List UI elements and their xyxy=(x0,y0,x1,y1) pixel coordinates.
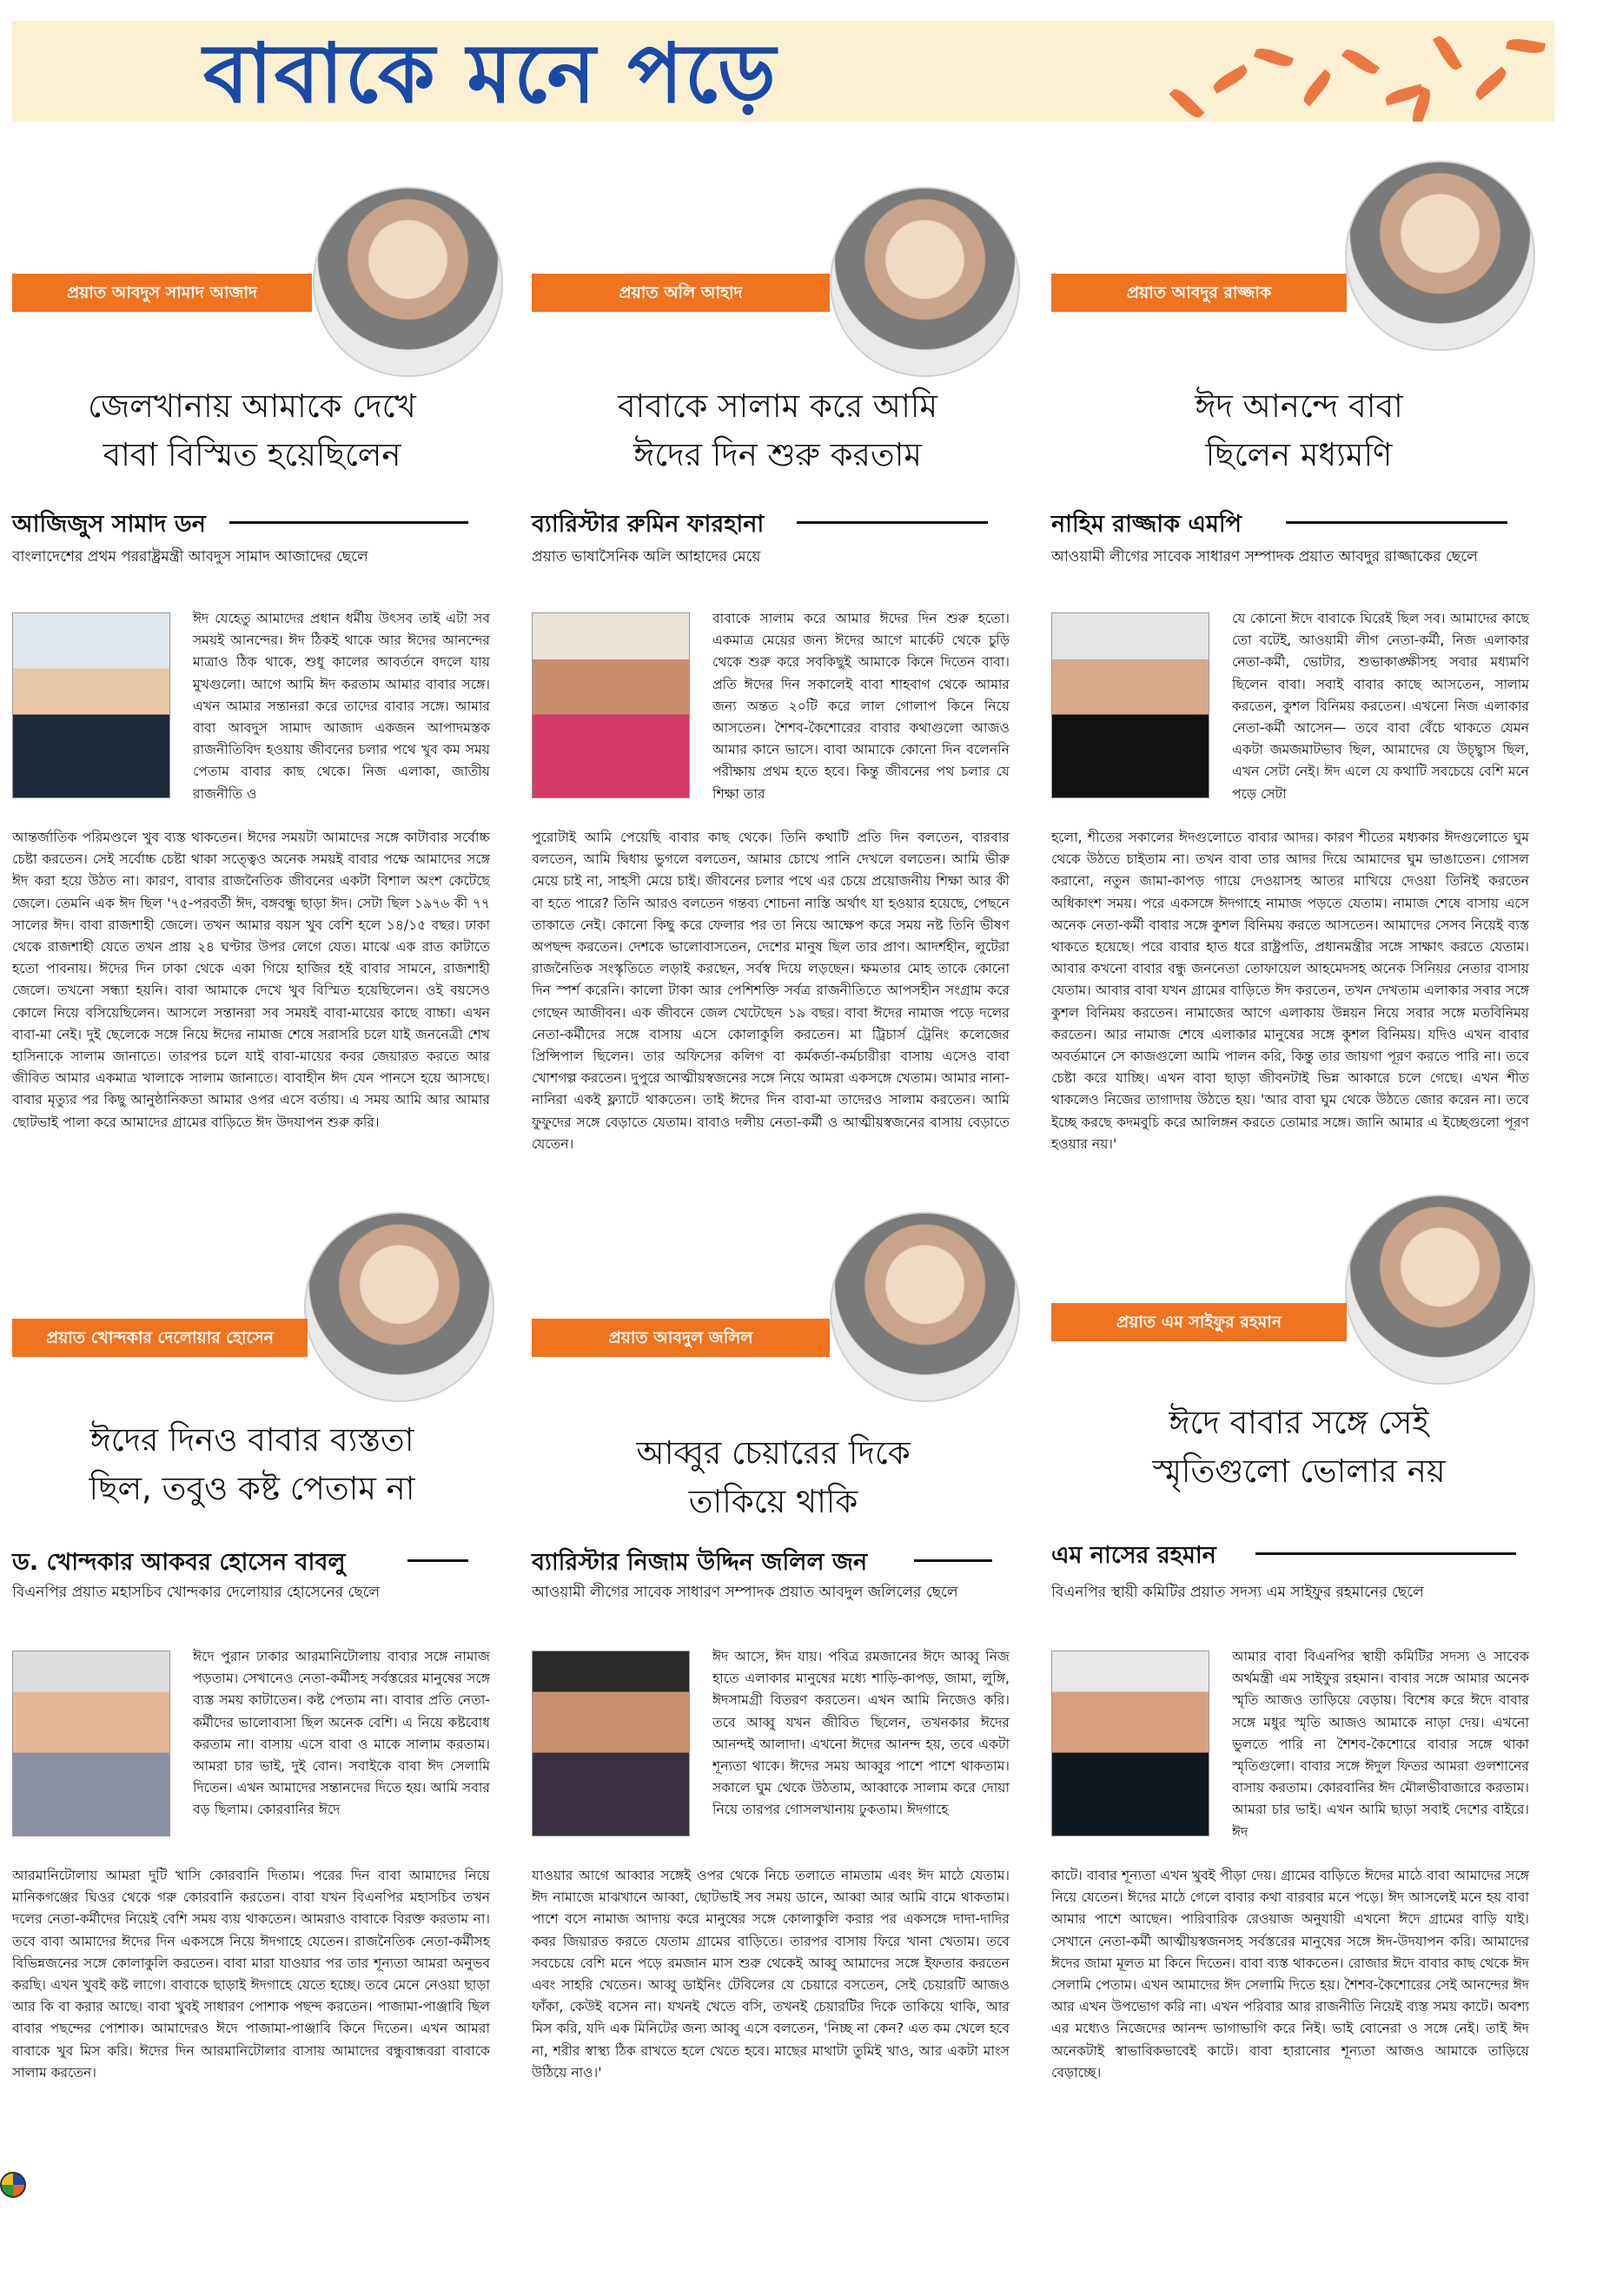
article-headline xyxy=(26,1416,478,1513)
ribbon-label: প্রয়াত আবদুস সামাদ আজাদ xyxy=(12,274,312,312)
author-row xyxy=(532,506,992,541)
ribbon-label: প্রয়াত খোন্দকার দেলোয়ার হোসেন xyxy=(12,1319,308,1357)
author-name: আজিজুস সামাদ ডন xyxy=(12,511,206,538)
author-name: ব্যারিস্টার নিজাম উদ্দিন জলিল জন xyxy=(532,1549,868,1576)
author-subtitle: বিএনপির প্রয়াত মহাসচিব খোন্দকার দেলোয়ার হোসেনের ছেলে xyxy=(12,1584,381,1601)
author-subtitle: বিএনপির স্থায়ী কমিটির প্রয়াত সদস্য এম সাইফুর রহমানের ছেলে xyxy=(1051,1584,1424,1601)
portrait-khondaker-delwar-hossain xyxy=(304,1212,494,1402)
author-name: নাহিম রাজ্জাক এমপি xyxy=(1051,511,1242,538)
article-text: আন্তর্জাতিক পরিমণ্ডলে খুব ব্যস্ত থাকতেন। ঈদের সময়টা আমাদের সঙ্গে কাটাবার সর্বোচ্চ চেষ্টা করতেন। সেই সর্বোচ্চ চেষ্টা থাকা সত্ত্বেও অনেক সময়ই বাবার পক্ষে আমাদের সঙ্গে ঈদ করা হয়ে উঠত না। কারণ, বাবার রাজনৈতিক জীবনের একটা বিশাল অংশ কেটেছে জেলে। তেমনি এক ঈদ ছিল '৭৫-পরবর্তী ঈদ, বঙ্গবন্ধু ছাড়া ঈদ। সেটা ছিল ১৯৭৬ কী ৭৭ সালের ঈদ। বাবা রাজশাহী জেলে। তখন আমার বয়স খুব বেশি হলে ১৪/১৫ বছর। ঢাকা থেকে রাজশাহী যেতে তখন প্রায় ২৪ ঘণ্টার উপর লেগে যেত। মাঝে এক রাত কাটাতে হতো পাবনায়। ঈদের দিন ঢাকা থেকে একা গিয়ে হাজির হই বাবার সামনে, রাজশাহী জেলে। তখনো সন্ধ্যা হয়নি। বাবা আমাকে দেখে খুব বিস্মিত হয়েছিলেন। ওই বয়সেও কোলে নিয়ে বসিয়েছিলেন। আসলে সন্তানরা সব সময়ই বাবা-মায়ের কাছে বাচ্চা। এখন বাবা-মা নেই। দুই ছেলেকে সঙ্গে নিয়ে ঈদের নামাজ শেষে সরাসরি চলে যাই জননেত্রী শেখ হাসিনাকে সালাম জানাতে। তারপর চলে যাই বাবা-মায়ের কবর জেয়ারত করতে আর জীবিত আমার একমাত্র খালাকে সালাম জানাতে। বাবাহীন ঈদ যেন পানসে হয়ে আসছে। বাবার মৃত্যুর পর কিছু আনুষ্ঠানিকতা আমার ওপর এসে বর্তায়। এ সময় আমি আর আমার ছোটভাই পালা করে আমাদের গ্রামের বাড়িতে ঈদ উদযাপন শুরু করি। xyxy=(12,830,490,1130)
headline-line-2: ছিলেন মধ্যমণি xyxy=(1205,436,1393,473)
headline-line-2: বাবা বিস্মিত হয়েছিলেন xyxy=(103,436,401,473)
author-row xyxy=(12,506,464,541)
article-text: পুরোটাই আমি পেয়েছি বাবার কাছ থেকে। তিনি কথাটি প্রতি দিন বলতেন, বারবার বলতেন, আমি দ্বিধায় ভুগলে বলতেন, আমার চোখে পানি দেখলে বলতেন। আমি ভীরু মেয়ে চাই না, সাহসী মেয়ে চাই। জীবনের চলার পথে এর চেয়ে প্রয়োজনীয় শিক্ষা আর কী বা হতে পারে? তিনি আরও বলতেন গন্তব্য শোচনা নাস্তি অর্থাৎ যা হওয়ার হয়েছে, পেছনে তাকাতে নেই। কোনো কিছু করে ফেলার পর তা নিয়ে আক্ষেপ করে সময় নষ্ট তিনি ভীষণ অপছন্দ করতেন। দেশকে ভালোবাসতেন, দেশের মানুষ ছিল তার প্রাণ। আদর্শহীন, লুটেরা রাজনৈতিক সংস্কৃতিতে লড়াই করছেন, সর্বস্ব দিয়ে লড়ছেন। ক্ষমতার মোহ তাকে কোনো দিন স্পর্শ করেনি। কালো টাকা আর পেশিশক্তি সর্বত্র রাজনীতিতে আপসহীন সংগ্রাম করে গেছেন আজীবন। এক জীবনে জেল খেটেছেন ১৯ বছর। বাবা ঈদের নামাজ পড়ে দলের নেতা-কর্মীদের সঙ্গে বাসায় এসে কোলাকুলি করতেন। মা ট্রিচার্স ট্রেনিং কলেজের প্রিন্সিপাল ছিলেন। তার অফিসের কলিগ বা কর্মকর্তা-কর্মচারীরা বাসায় এসেও বাবা খোশগল্প করতেন। দুপুরে আত্মীয়স্বজনের সঙ্গে নিয়ে আমরা একসঙ্গে খেতাম। আমার নানা-নানিরা একই ফ্ল্যাটে থাকতেন। তাই ঈদের দিন বাবা-মা তাদেরও সালাম করতেন। আমি ফুফুদের সঙ্গে বেড়াতে যেতাম। বাবাও দলীয় নেতা-কর্মী ও আত্মীয়স্বজনের বাসায় বেড়াতে যেতেন। xyxy=(532,830,1010,1152)
portrait-abdul-jalil xyxy=(830,1212,1020,1402)
author-row xyxy=(12,1545,468,1579)
headline-line-1: জেলখানায় আমাকে দেখে xyxy=(88,387,416,425)
headline-line-2: ঈদের দিন শুরু করতাম xyxy=(633,436,922,473)
author-photo xyxy=(12,1651,170,1836)
portrait-abdus-samad-azad xyxy=(313,187,503,377)
article-headline xyxy=(547,382,1008,480)
article-text-side: বাবাকে সালাম করে আমার ঈদের দিন শুরু হতো। একমাত্র মেয়ের জন্য ঈদের আগে মার্কেট থেকে চুড়ি থেকে শুরু করে সবকিছুই আমাকে কিনে দিতেন বাবা। প্রতি ঈদের দিন সকালেই বাবা শাহবাগ থেকে আমার জন্য অন্তত ২০টি করে লাল গোলাপ কিনে নিয়ে আসতেন। শৈশব-কৈশোরের বাবার কথাগুলো আজও আমার কানে ভাসে। বাবা আমাকে কোনো দিন বলেননি পরীক্ষায় প্রথম হতে হবে। কিন্তু জীবনের পথ চলার যে শিক্ষা তার xyxy=(712,611,1010,802)
headline-line-1: ঈদে বাবার সঙ্গে সেই xyxy=(1169,1404,1429,1441)
headline-line-1: ঈদের দিনও বাবার ব্যস্ততা xyxy=(89,1421,414,1459)
article-text: যাওয়ার আগে আব্বার সঙ্গেই ওপর থেকে নিচে তলাতে নামতাম এবং ঈদ মাঠে যেতাম। ঈদ নামাজে মাঝখানে আব্বা, ছোটভাই সব সময় ডানে, আব্বা আর আমি বামে থাকতাম। পাশে বসে নামাজ আদায় করে মানুষের সঙ্গে কোলাকুলি করার পর একসঙ্গে দাদা-দাদির কবর জিয়ারত করতে যেতাম গ্রামের বাড়িতে। তারপর বাসায় ফিরে খানা খেতাম। তবে সবচেয়ে বেশি মনে পড়ে রমজান মাস শুরু থেকেই আব্বু আমাদের সঙ্গে ইফতার করতেন এবং সাহরি খেতেন। আব্বু ডাইনিং টেবিলের যে চেয়ারে বসতেন, সেই চেয়ারটি আজও ফাঁকা, কেউই বসেন না। যখনই খেতে বসি, তখনই চেয়ারটির দিকে তাকিয়ে থাকি, আর মিস করি, যদি এক মিনিটের জন্য আব্বু এসে বলতেন, 'নিচ্ছ না কেন? এত কম খেলে হবে না, শরীর স্বাস্থ্য ঠিক রাখতে হলে খেতে হবে। মাছের মাথাটা তুমিই খাও, আর একটা মাংস উঠিয়ে নাও।' xyxy=(532,1868,1010,2081)
author-rule xyxy=(1286,521,1507,524)
author-rule xyxy=(229,521,468,524)
headline-line-2: তাকিয়ে থাকি xyxy=(688,1483,858,1520)
article-text: হলো, শীতের সকালের ঈদগুলোতে বাবার আদর। কারণ শীতের মধ্যকার ঈদগুলোতে ঘুম থেকে উঠতে চাইতাম না। তখন বাবা তার আদর দিয়ে আমাদের ঘুম ভাঙাতেন। গোসল করানো, নতুন জামা-কাপড় গায়ে দেওয়াসহ আতর মাখিয়ে দেওয়া তিনিই করতেন অধিকাংশ সময়। পরে একসঙ্গে ঈদগাহে নামাজ পড়তে যেতাম। নামাজ শেষে বাসায় এসে অনেক নেতা-কর্মী বাবার সঙ্গে কুশল বিনিময় করতে আসতেন। আমাদের সেসব নিয়েই ব্যস্ত থাকতে হয়েছে। পরে বাবার হাত ধরে রাষ্ট্রপতি, প্রধানমন্ত্রীর সঙ্গে সাক্ষাৎ করতে যেতাম। আবার কখনো বাবার বন্ধু জননেতা তোফায়েল আহমেদসহ অনেক সিনিয়র নেতার বাসায় যেতাম। আবার বাবা যখন গ্রামের বাড়িতে ঈদ করতেন, তখন দেখতাম এলাকার সবার সঙ্গে কুশল বিনিময় করতেন। নামাজের আগে এলাকায় উন্নয়ন নিয়ে সবার সঙ্গে মতবিনিময় করতেন। আর নামাজ শেষে এলাকার মানুষের সঙ্গে কুশল বিনিময়। যদিও এখন বাবার অবর্তমানে সে কাজগুলো আমি পালন করি, কিন্তু তার জায়গা পূরণ করতে পারি না। তবে চেষ্টা করে যাচ্ছি। এখন বাবা ছাড়া জীবনটাই ভিন্ন আকারে চলে গেছে। এখন শীত থাকলেও নিজের তাগাদায় উঠতে হয়। 'আর বাবা ঘুম থেকে উঠতে জোর করেন না। তবে ইচ্ছে করছে কদমবুচি করে আলিঙ্গন করতে তোমার সঙ্গে। জানি আমার এ ইচ্ছেগুলো পূরণ হওয়ার নয়।' xyxy=(1051,830,1529,1152)
author-subtitle: প্রয়াত ভাষাসৈনিক অলি আহাদের মেয়ে xyxy=(532,548,761,566)
publication-logo-icon xyxy=(0,2172,26,2198)
ribbon-label: প্রয়াত আবদুল জলিল xyxy=(532,1319,830,1357)
headline-line-1: বাবাকে সালাম করে আমি xyxy=(617,387,938,425)
article-headline xyxy=(1069,382,1529,480)
portrait-abdur-razzak xyxy=(1345,161,1535,351)
headline-line-2: ছিল, তবুও কষ্ট পেতাম না xyxy=(89,1470,415,1507)
page-banner xyxy=(12,21,1554,122)
ribbon-label: প্রয়াত আবদুর রাজ্জাক xyxy=(1051,274,1347,312)
author-row xyxy=(532,1545,997,1579)
article-headline xyxy=(1069,1399,1529,1496)
banner-title: বাবাকে মনে পড়ে xyxy=(203,26,778,122)
article-text-side: আমার বাবা বিএনপির স্থায়ী কমিটির সদস্য ও সাবেক অর্থমন্ত্রী এম সাইফুর রহমান। বাবার সঙ্গে আমার অনেক স্মৃতি আজও তাড়িয়ে বেড়ায়। বিশেষ করে ঈদে বাবার সঙ্গে মধুর স্মৃতি আজও আমাকে নাড়া দেয়। এখনো ভুলতে পারি না শৈশব-কৈশোরে বাবার সঙ্গে থাকা স্মৃতিগুলো। বাবার সঙ্গে ঈদুল ফিতর আমরা গুলশানের বাসায় করতাম। কোরবানির ঈদ মৌলভীবাজারে করতাম। আমরা চার ভাই। এখন আমি ছাড়া সবাই দেশের বাইরে। ঈদ xyxy=(1232,1649,1529,1840)
author-rule xyxy=(914,1559,992,1562)
author-rule xyxy=(1255,1552,1516,1555)
article-text-side: ঈদ আসে, ঈদ যায়। পবিত্র রমজানের ঈদে আব্বু নিজ হাতে এলাকার মানুষের মধ্যে শাড়ি-কাপড়, জামা, লুঙ্গি, ঈদসামগ্রী বিতরণ করতেন। এখন আমি নিজেও করি। তবে আব্বু যখন জীবিত ছিলেন, তখনকার ঈদের আনন্দই আলাদা। এখনো ঈদের আনন্দ হয়, তবে একটা শূন্যতা থাকে। ঈদের সময় আব্বুর পাশে পাশে থাকতাম। সকালে ঘুম থেকে উঠতাম, আব্বাকে সালাম করে দোয়া নিয়ে তারপর গোসলখানায় ঢুকতাম। ঈদগাহে xyxy=(712,1649,1010,1818)
article-text-side: ঈদ যেহেতু আমাদের প্রধান ধর্মীয় উৎসব তাই এটা সব সময়ই আনন্দের। ঈদ ঠিকই থাকে আর ঈদের আনন্দের মাত্রাও ঠিক থাকে, শুধু কালের আবর্তনে বদলে যায় মুখগুলো। আগে আমি ঈদ করতাম আমার বাবার সঙ্গে। এখন আমার সন্তানরা করে তাদের বাবার সঙ্গে। আমার বাবা আবদুস সামাদ আজাদ একজন আপাদমস্তক রাজনীতিবিদ হওয়ায় জীবনের চলার পথে খুব কম সময় পেতাম বাবার কাছ থেকে। নিজ এলাকা, জাতীয় রাজনীতি ও xyxy=(193,611,490,802)
author-photo xyxy=(12,612,170,798)
headline-line-1: ঈদ আনন্দে বাবা xyxy=(1195,387,1403,425)
author-rule xyxy=(407,1559,468,1562)
author-photo xyxy=(532,612,690,798)
article-headline xyxy=(547,1429,999,1526)
author-subtitle: আওয়ামী লীগের সাবেক সাধারণ সম্পাদক প্রয়াত আবদুর রাজ্জাকের ছেলে xyxy=(1051,548,1478,566)
article-text: কাটে। বাবার শূন্যতা এখন খুবই পীড়া দেয়। গ্রামের বাড়িতে ঈদের মাঠে বাবা আমাদের সঙ্গে নিয়ে যেতেন। ঈদের মাঠে গেলে বাবার কথা বারবার মনে পড়ে। ঈদ আসলেই মনে হয় বাবা আমার পাশে আছেন। পারিবারিক রেওয়াজ অনুযায়ী এখনো ঈদে গ্রামের বাড়ি যাই। সেখানে নেতা-কর্মী আত্মীয়স্বজনসহ সর্বস্তরের মানুষের সঙ্গে ঈদ-উদযাপন করি। আমাদের ঈদের জামা মূলত মা কিনে দিতেন। বাবা ব্যস্ত থাকতেন। রোজার ঈদে বাবার কাছ থেকে ঈদ সেলামি পেতাম। এখন আমাদের ঈদ সেলামি দিতে হয়। শৈশব-কৈশোরের সেই আনন্দের ঈদ আর এখন উপভোগ করি না। এখন পরিবার আর রাজনীতি নিয়েই ব্যস্ত সময় কাটে। অবশ্য এর মধ্যেও নিজেদের আনন্দ ভাগাভাগি করে নিই। ভাই বোনেরা ও সঙ্গে নেই। তাই ঈদ অনেকটাই স্বাভাবিকভাবেই কাটে। বাবা হারানোর শূন্যতা আজও আমাকে তাড়িয়ে বেড়াচ্ছে। xyxy=(1051,1868,1529,2081)
portrait-m-saifur-rahman xyxy=(1345,1194,1535,1385)
author-photo xyxy=(1051,612,1209,798)
article-text: আরমানিটোলায় আমরা দুটি খাসি কোরবানি দিতাম। পরের দিন বাবা আমাদের নিয়ে মানিকগঞ্জের ঘিওর থেকে গরু কোরবানি করতেন। বাবা যখন বিএনপির মহাসচিব তখন দলের নেতা-কর্মীদের নিয়েই বেশি সময় ব্যয় থাকতেন। আমরাও বাবাকে বিরক্ত করতাম না। তবে বাবা আমাদের ঈদের দিন একসঙ্গে নিয়ে ঈদগাহে যেতেন। রাজনৈতিক নেতা-কর্মীসহ বিভিন্নজনের সঙ্গে কোলাকুলি করতেন। বাবা মারা যাওয়ার পর তার শূন্যতা আমরা অনুভব করছি। এখন খুবই কষ্ট লাগে। বাবাকে ছাড়াই ঈদগাহে যেতে হচ্ছে। তবে মেনে নেওয়া ছাড়া আর কি বা করার আছে। বাবা খুবই সাধারণ পোশাক পছন্দ করতেন। পাজামা-পাঞ্জাবি ছিল বাবার পছন্দের পোশাক। আমাদেরও ঈদে পাজামা-পাঞ্জাবি কিনে দিতেন। এখন আমরা বাবাকে খুব মিস করি। ঈদের দিন আরমানিটোলার বাসায় আমাদের বন্ধুবান্ধবরা বাবাকে সালাম করতেন। xyxy=(12,1868,490,2081)
author-subtitle: বাংলাদেশের প্রথম পররাষ্ট্রমন্ত্রী আবদুস সামাদ আজাদের ছেলে xyxy=(12,548,368,566)
author-name: ব্যারিস্টার রুমিন ফারহানা xyxy=(532,511,765,538)
author-rule xyxy=(797,521,988,524)
headline-line-1: আব্বুর চেয়ারের দিকে xyxy=(636,1434,911,1472)
author-photo xyxy=(1051,1651,1209,1836)
author-name: এম নাসের রহমান xyxy=(1051,1542,1216,1569)
author-name: ড. খোন্দকার আকবর হোসেন বাবলু xyxy=(12,1549,346,1576)
article-text-side: যে কোনো ঈদে বাবাকে ঘিরেই ছিল সব। আমাদের কাছে তো বটেই, আওয়ামী লীগ নেতা-কর্মী, নিজ এলাকার নেতা-কর্মী, ভোটার, শুভাকাঙ্ক্ষীসহ সবার মধ্যমণি ছিলেন বাবা। সবাই বাবার কাছে আসতেন, সালাম করতেন, কুশল বিনিময় করতেন। এখনো নিজ এলাকার নেতা-কর্মী আসেন— তবে বাবা বেঁচে থাকতে যেমন একটা জমজমাটভাব ছিল, আমাদের যে উচ্ছ্বাস ছিল, এখন সেটা নেই। ঈদ এলে যে কথাটি সবচেয়ে বেশি মনে পড়ে সেটা xyxy=(1232,611,1529,802)
author-photo xyxy=(532,1651,690,1836)
headline-line-2: স্মৃতিগুলো ভোলার নয় xyxy=(1152,1452,1446,1490)
author-row xyxy=(1051,506,1512,541)
author-subtitle: আওয়ামী লীগের সাবেক সাধারণ সম্পাদক প্রয়াত আবদুল জলিলের ছেলে xyxy=(532,1584,958,1601)
author-row xyxy=(1051,1538,1529,1572)
ribbon-label: প্রয়াত এম সাইফুর রহমান xyxy=(1051,1303,1347,1341)
portrait-oli-ahad xyxy=(830,187,1020,377)
article-headline xyxy=(35,382,469,480)
article-text-side: ঈদে পুরান ঢাকার আরমানিটোলায় বাবার সঙ্গে নামাজ পড়তাম। সেখানেও নেতা-কর্মীসহ সর্বস্তরের মানুষের সঙ্গে ব্যস্ত সময় কাটাতেন। কষ্ট পেতাম না। বাবার প্রতি নেতা-কর্মীদের ভালোবাসা ছিল অনেক বেশি। এ নিয়ে কষ্টবোধ করতাম না। বাসায় এসে বাবা ও মাকে সালাম করতাম। আমরা চার ভাই, দুই বোন। সবাইকে বাবা ঈদ সেলামি দিতেন। এখন আমাদের সন্তানদের দিতে হয়। আমি সবার বড় ছিলাম। কোরবানির ঈদে xyxy=(193,1649,490,1818)
ribbon-label: প্রয়াত অলি আহাদ xyxy=(532,274,830,312)
